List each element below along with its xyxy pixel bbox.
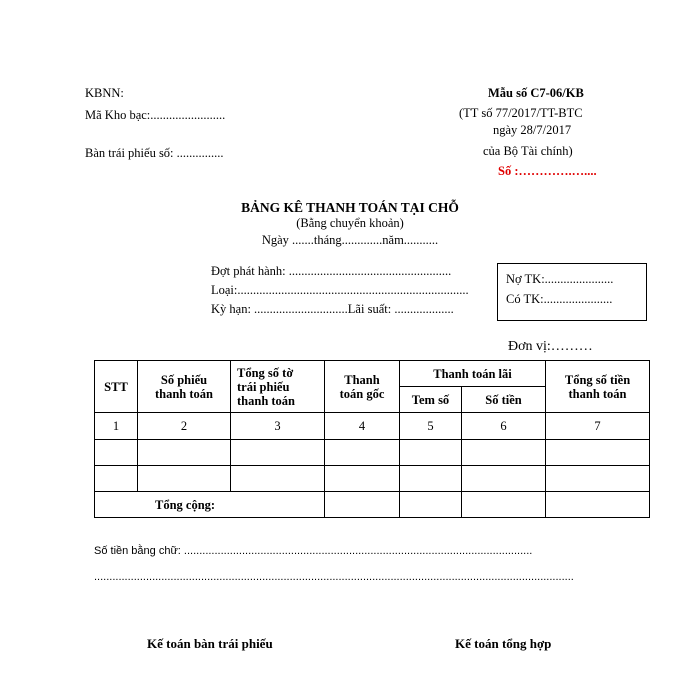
circular-date: ngày 28/7/2017	[493, 123, 572, 137]
thanh-toan-goc-line2: toán gốc	[339, 386, 385, 401]
ma-kho-bac-field: Mã Kho bạc:........................	[85, 108, 226, 122]
col-header-tong-so-tu	[231, 361, 325, 413]
col-header-tem-so: Tem số	[400, 387, 462, 413]
kbnn-label: KBNN:	[85, 86, 124, 100]
total-row	[95, 492, 650, 518]
tong-so-tu-line1: Tổng số tờ	[237, 365, 294, 380]
ky-han-field: Kỳ hạn: ..............................Lãi suất: ...................	[211, 302, 454, 316]
table-cell	[325, 466, 400, 492]
page-subtitle: (Bằng chuyển khoản)	[296, 216, 404, 230]
col-number: 7	[546, 413, 650, 440]
ministry-line: của Bộ Tài chính)	[483, 144, 573, 158]
tong-so-tu-line2: trái phiếu	[237, 379, 290, 394]
table-cell	[400, 440, 462, 466]
col-header-so-tien: Số tiền	[462, 387, 546, 413]
dotted-line: .............................................................................................................................................................	[94, 571, 574, 583]
table-cell	[138, 440, 231, 466]
table-cell	[400, 492, 462, 518]
table-cell	[95, 440, 138, 466]
col-number: 5	[400, 413, 462, 440]
number-row	[95, 413, 650, 440]
so-phieu-line1: Số phiếu	[160, 372, 208, 387]
table-cell	[462, 492, 546, 518]
account-box	[497, 263, 647, 321]
col-number: 2	[138, 413, 231, 440]
tong-so-tien-line1: Tổng số tiền	[564, 372, 631, 387]
so-phieu-line2: thanh toán	[154, 386, 213, 401]
table-cell	[95, 466, 138, 492]
date-line: Ngày .......tháng.............năm...........	[261, 233, 439, 247]
col-number: 3	[231, 413, 325, 440]
table-cell	[231, 466, 325, 492]
total-label: Tổng cộng:	[95, 492, 325, 518]
so-tien-bang-chu-field: Số tiền bằng chữ: ..................................................................................................................	[94, 545, 533, 557]
co-tk-field: Có TK:......................	[506, 292, 613, 306]
col-header-thanh-toan-goc	[325, 361, 400, 413]
col-header-thanh-toan-lai: Thanh toán lãi	[400, 361, 546, 387]
header-row-1	[95, 361, 650, 387]
circular-reference: (TT số 77/2017/TT-BTC	[459, 106, 583, 120]
signature-ke-toan-ban: Kế toán bàn trái phiếu	[147, 636, 273, 651]
col-header-tong-so-tien	[546, 361, 650, 413]
table-cell	[546, 466, 650, 492]
table-cell	[546, 492, 650, 518]
table-cell	[138, 466, 231, 492]
col-number: 1	[95, 413, 138, 440]
col-number: 4	[325, 413, 400, 440]
table-row	[95, 466, 650, 492]
col-number: 6	[462, 413, 546, 440]
signature-ke-toan-tong-hop: Kế toán tổng hợp	[455, 636, 552, 651]
table-cell	[462, 440, 546, 466]
table-row	[95, 440, 650, 466]
tong-so-tien-line2: thanh toán	[568, 386, 627, 401]
document-number: Số :………….…....	[498, 164, 597, 178]
table-cell	[462, 466, 546, 492]
page-title: BẢNG KÊ THANH TOÁN TẠI CHỖ	[241, 200, 459, 215]
thanh-toan-goc-line1: Thanh	[344, 372, 380, 387]
tong-so-tu-line3: thanh toán	[237, 393, 296, 408]
table-cell	[325, 492, 400, 518]
form-number: Mẫu số C7-06/KB	[488, 86, 584, 100]
don-vi-label: Đơn vị:………	[508, 339, 593, 354]
col-header-so-phieu	[138, 361, 231, 413]
no-tk-field: Nợ TK:......................	[506, 272, 614, 286]
table-cell	[546, 440, 650, 466]
table-cell	[325, 440, 400, 466]
table-cell	[400, 466, 462, 492]
loai-field: Loại:..........................................................................	[211, 283, 469, 297]
col-header-stt: STT	[95, 361, 138, 413]
ban-trai-phieu-field: Bàn trái phiếu số: ...............	[85, 146, 224, 160]
table-cell	[231, 440, 325, 466]
payment-table	[94, 360, 650, 518]
dot-phat-hanh-field: Đợt phát hành: ....................................................	[211, 264, 452, 278]
